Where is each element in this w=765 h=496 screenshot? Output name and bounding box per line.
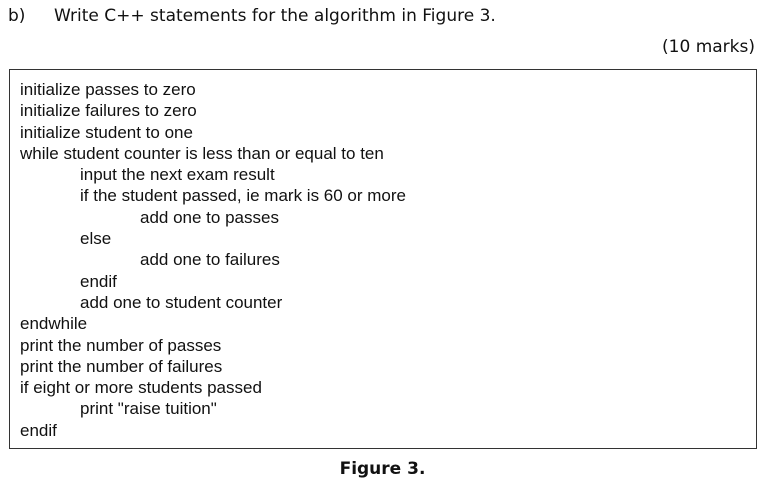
algorithm-line: endif xyxy=(80,271,117,291)
algorithm-line: print "raise tuition" xyxy=(80,399,217,419)
algorithm-line: initialize failures to zero xyxy=(20,101,197,121)
algorithm-line: endwhile xyxy=(20,314,88,334)
algorithm-line: add one to passes xyxy=(140,207,279,227)
question-label: b) xyxy=(8,6,26,26)
algorithm-line: input the next exam result xyxy=(80,165,275,185)
algorithm-lines xyxy=(20,79,406,441)
algorithm-line: while student counter is less than or equal to ten xyxy=(20,143,384,163)
marks-label: (10 marks) xyxy=(662,37,755,57)
algorithm-line: if eight or more students passed xyxy=(20,378,262,398)
algorithm-line: if the student passed, ie mark is 60 or more xyxy=(80,186,406,206)
algorithm-line: print the number of passes xyxy=(20,335,222,355)
algorithm-line: initialize passes to zero xyxy=(20,80,196,99)
question-text: Write C++ statements for the algorithm in Figure 3. xyxy=(54,6,496,26)
figure-caption: Figure 3. xyxy=(339,459,426,479)
algorithm-line: initialize student to one xyxy=(20,122,193,142)
algorithm-line: else xyxy=(80,229,112,249)
algorithm-line: add one to failures xyxy=(140,250,280,270)
algorithm-box xyxy=(9,69,757,449)
algorithm-line: print the number of failures xyxy=(20,356,223,376)
algorithm-line: endif xyxy=(20,420,57,440)
algorithm-line: add one to student counter xyxy=(80,292,283,312)
